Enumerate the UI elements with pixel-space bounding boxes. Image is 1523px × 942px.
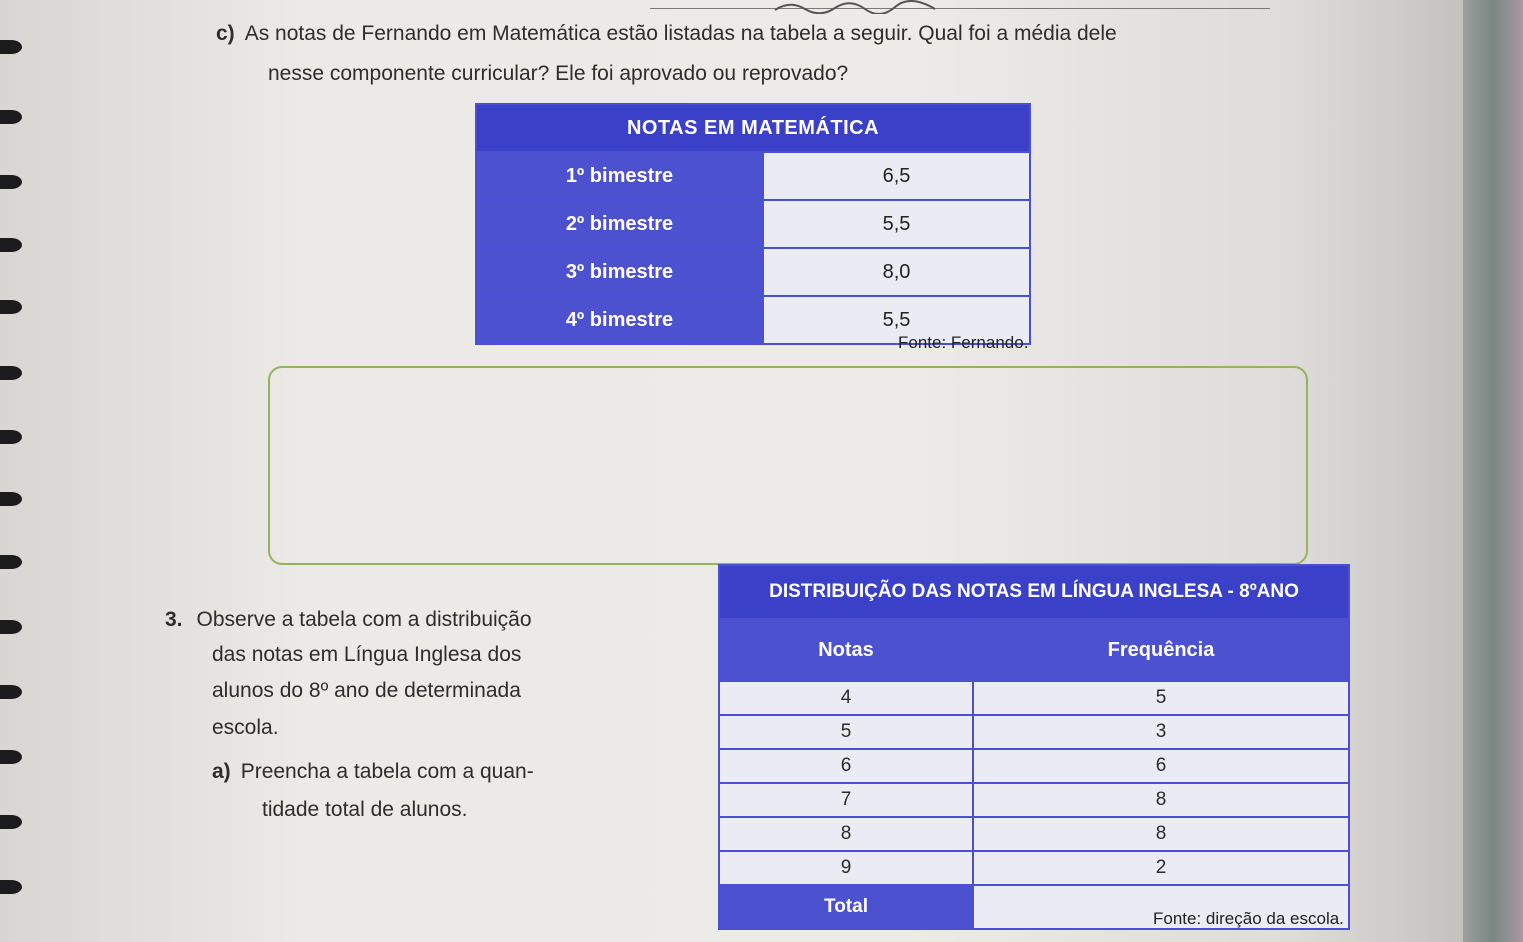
math-row-label: 2º bimestre <box>476 200 763 248</box>
question-3-line3: alunos do 8º ano de determinada <box>212 679 521 702</box>
nota-cell: 7 <box>719 783 973 817</box>
freq-cell: 5 <box>973 681 1349 715</box>
freq-cell: 2 <box>973 851 1349 885</box>
math-row-value: 5,5 <box>763 296 1030 344</box>
nota-cell: 5 <box>719 715 973 749</box>
background-fabric <box>1463 0 1523 942</box>
question-3a-line1: a) Preencha a tabela com a quan- <box>212 760 534 783</box>
question-3a-line2: tidade total de alunos. <box>262 798 468 821</box>
total-label: Total <box>719 885 973 929</box>
nota-cell: 6 <box>719 749 973 783</box>
question-3-line1: 3. Observe a tabela com a distribuição <box>165 608 532 631</box>
table-row <box>719 851 1349 885</box>
table-row <box>476 152 1030 200</box>
math-row-value: 5,5 <box>763 200 1030 248</box>
table-row <box>719 681 1349 715</box>
question-c-line2: nesse componente curricular? Ele foi aprovado ou reprovado? <box>268 62 849 85</box>
question-c-line1: c) As notas de Fernando em Matemática estão listadas na tabela a seguir. Qual foi a média dele <box>216 22 1117 45</box>
english-table-source: Fonte: direção da escola. <box>1153 909 1344 928</box>
math-table-source: Fonte: Fernando. <box>898 333 1029 352</box>
handwriting-scribble <box>770 0 950 14</box>
nota-cell: 8 <box>719 817 973 851</box>
table-row <box>719 715 1349 749</box>
freq-cell: 3 <box>973 715 1349 749</box>
page-top-rule <box>650 8 1270 9</box>
math-row-label: 4º bimestre <box>476 296 763 344</box>
english-table-title: DISTRIBUIÇÃO DAS NOTAS EM LÍNGUA INGLESA - 8ºANO <box>719 565 1349 619</box>
question-3-number: 3. <box>165 608 183 631</box>
spiral-binding <box>0 0 28 942</box>
english-grades-table <box>718 564 1350 930</box>
question-3a-letter: a) <box>212 760 231 783</box>
column-header-notas: Notas <box>719 619 973 681</box>
table-row <box>719 783 1349 817</box>
table-row <box>719 817 1349 851</box>
math-row-label: 1º bimestre <box>476 152 763 200</box>
freq-cell: 8 <box>973 783 1349 817</box>
math-grades-table <box>475 103 1031 345</box>
freq-cell: 8 <box>973 817 1349 851</box>
question-3-line4: escola. <box>212 716 279 739</box>
freq-cell: 6 <box>973 749 1349 783</box>
table-row <box>476 200 1030 248</box>
math-row-value: 8,0 <box>763 248 1030 296</box>
math-table-title: NOTAS EM MATEMÁTICA <box>476 104 1030 152</box>
nota-cell: 4 <box>719 681 973 715</box>
question-c-letter: c) <box>216 22 235 45</box>
nota-cell: 9 <box>719 851 973 885</box>
math-row-value: 6,5 <box>763 152 1030 200</box>
column-header-frequencia: Frequência <box>973 619 1349 681</box>
math-row-label: 3º bimestre <box>476 248 763 296</box>
table-row <box>719 749 1349 783</box>
question-3-line2: das notas em Língua Inglesa dos <box>212 643 522 666</box>
answer-box-c[interactable] <box>268 366 1308 565</box>
table-row <box>476 248 1030 296</box>
